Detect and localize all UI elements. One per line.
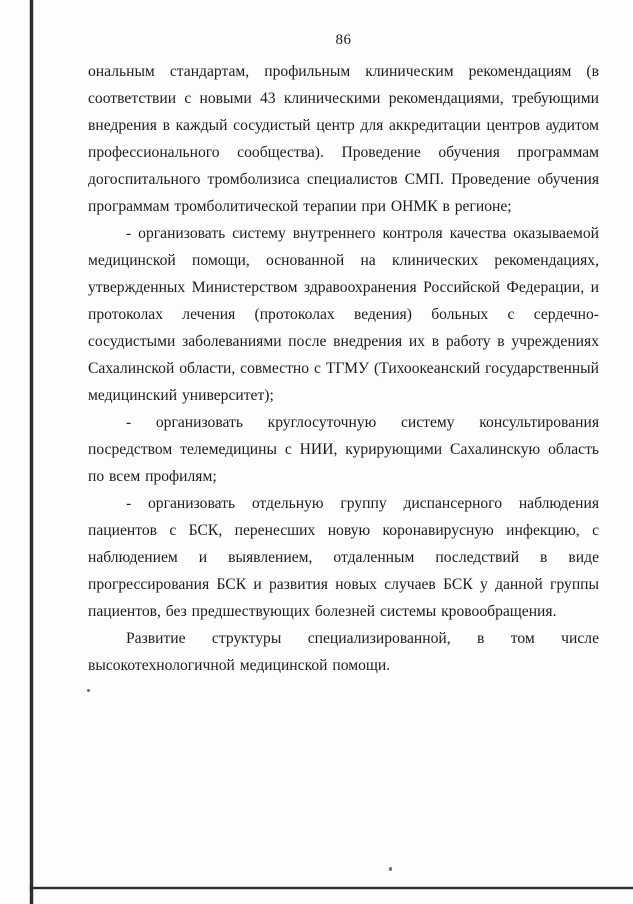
page-number: 86 [335, 32, 352, 48]
scan-speck [389, 867, 392, 871]
paragraph: - организовать отдельную группу диспансерного наблюдения пациентов с БСК, перенесших новую коронавирусную инфекцию, с наблюдением и выявлением, отдаленным последствий в виде прогрессирования БСК и развития новых случаев БСК у данной группы пациентов, без предшествующих болезней системы кровообращения. [88, 495, 599, 620]
scan-speck [87, 689, 90, 692]
scan-border-bottom [30, 887, 633, 889]
paragraph: Развитие структуры специализированной, в том числе высокотехнологичной медицинской помощи. [88, 630, 599, 674]
scan-border-left [30, 0, 33, 904]
paragraph: ональным стандартам, профильным клиническим рекомендациям (в соответствии с новыми 43 клиническими рекомендациями, требующими внедрения в каждый сосудистый центр для аккредитации центров аудитом профессионального сообщества). Проведение обучения программам догоспитального тромболизиса специалистов СМП. Проведение обучения программам тромболитической терапии при ОНМК в регионе; [88, 63, 599, 215]
page-content [88, 32, 599, 679]
paragraph: - организовать систему внутреннего контроля качества оказываемой медицинской помощи, основанной на клинических рекомендациях, утвержденных Министерством здравоохранения Российской Федерации, и протоколах лечения (протоколах ведения) больных с сердечно-сосудистыми заболеваниями после внедрения их в работу в учреждениях Сахалинской области, совместно с ТГМУ (Тихоокеанский государственный медицинский университет); [88, 225, 599, 404]
paragraph: - организовать круглосуточную систему консультирования посредством телемедицины с НИИ, курирующими Сахалинскую область по всем профилям; [88, 414, 599, 485]
